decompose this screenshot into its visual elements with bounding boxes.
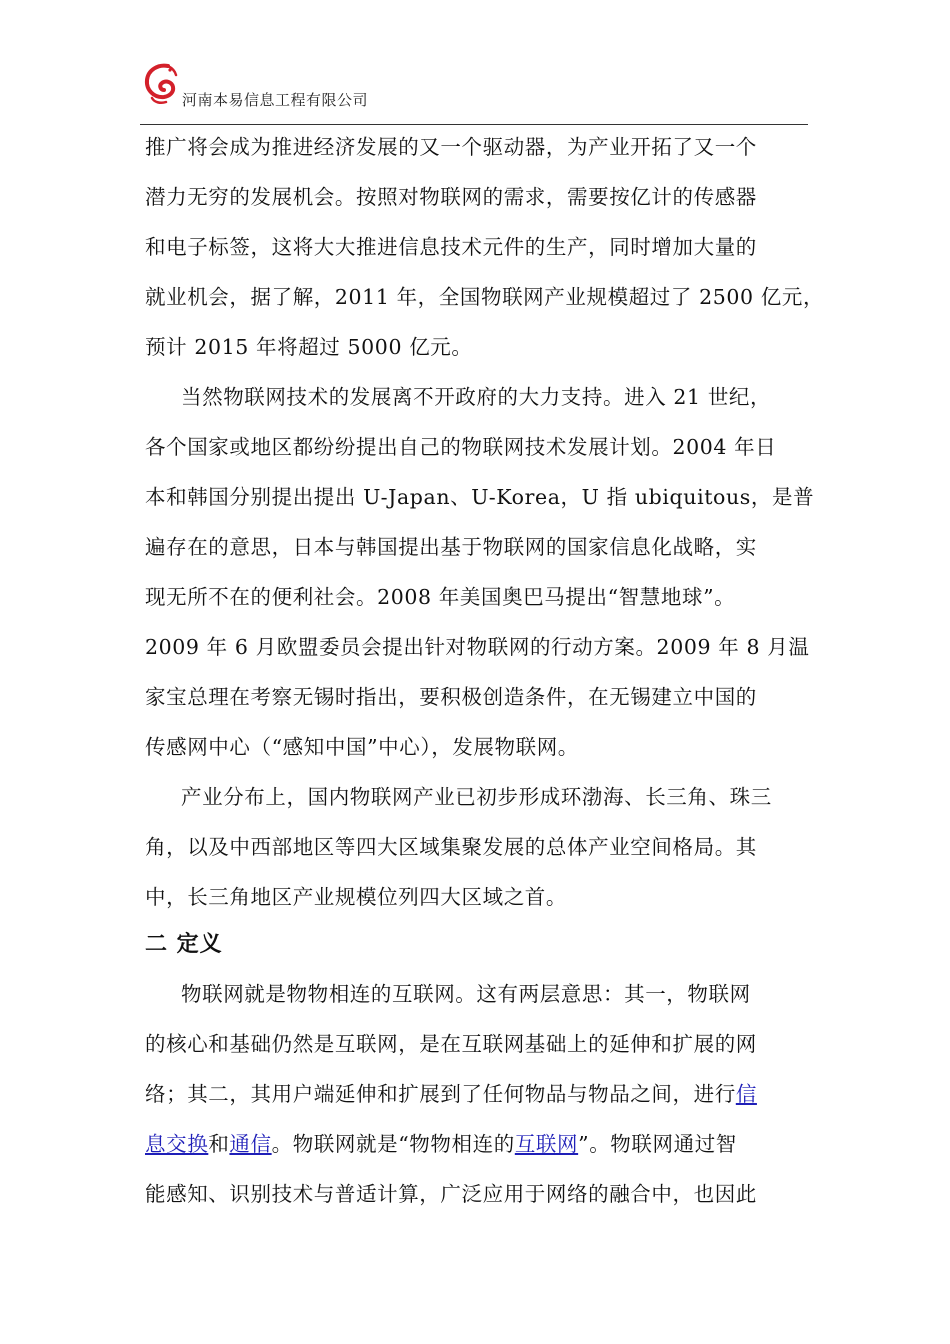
text-line: 本和韩国分别提出提出 U-Japan、U-Korea，U 指 ubiquitous，是普: [145, 485, 815, 509]
info-exchange-link[interactable]: 息交换: [145, 1132, 209, 1156]
text-line: 当然物联网技术的发展离不开政府的大力支持。进入 21 世纪，: [181, 385, 772, 409]
text-line: [145, 1082, 813, 1107]
text-line: 角，以及中西部地区等四大区域集聚发展的总体产业空间格局。其: [145, 835, 757, 859]
text-line: 2009 年 6 月欧盟委员会提出针对物联网的行动方案。2009 年 8 月温: [145, 635, 810, 659]
text-line: [145, 1132, 813, 1157]
info-exchange-link[interactable]: 信: [735, 1082, 757, 1106]
company-name: 河南本易信息工程有限公司: [182, 91, 369, 109]
paragraph-definition: [145, 982, 813, 1207]
internet-link[interactable]: 互联网: [514, 1132, 579, 1156]
text-line: 现无所不在的便利社会。2008 年美国奥巴马提出“智慧地球”。: [145, 585, 736, 609]
text-line: 推广将会成为推进经济发展的又一个驱动器，为产业开拓了又一个: [145, 135, 757, 159]
paragraph-2: [145, 385, 813, 760]
text-line: 中，长三角地区产业规模位列四大区域之首。: [145, 885, 567, 909]
text-line: 能感知、识别技术与普适计算，广泛应用于网络的融合中，也因此: [145, 1182, 757, 1206]
text-line: 各个国家或地区都纷纷提出自己的物联网技术发展计划。2004 年日: [145, 435, 777, 459]
section-heading: 二 定义: [145, 932, 223, 957]
text-line: 潜力无穷的发展机会。按照对物联网的需求，需要按亿计的传感器: [145, 185, 757, 209]
text-line: 产业分布上，国内物联网产业已初步形成环渤海、长三角、珠三: [181, 785, 772, 809]
text-line: 传感网中心（“感知中国”中心），发展物联网。: [145, 735, 579, 759]
header-divider: [140, 124, 808, 125]
text-line: 和电子标签，这将大大推进信息技术元件的生产，同时增加大量的: [145, 235, 757, 259]
paragraph-1: [145, 135, 825, 360]
text-line: 家宝总理在考察无锡时指出，要积极创造条件，在无锡建立中国的: [145, 685, 757, 709]
page-header: [140, 62, 810, 124]
text-line: 遍存在的意思，日本与韩国提出基于物联网的国家信息化战略，实: [145, 535, 757, 559]
text-line: 的核心和基础仍然是互联网，是在互联网基础上的延伸和扩展的网: [145, 1032, 757, 1056]
dragon-logo-icon: [140, 62, 180, 106]
text-segment: ”。物联网通过智: [578, 1132, 737, 1156]
document-body: [145, 135, 825, 1232]
text-line: 物联网就是物物相连的互联网。这有两层意思：其一，物联网: [181, 982, 751, 1006]
text-line: 预计 2015 年将超过 5000 亿元。: [145, 335, 473, 359]
paragraph-3: [145, 785, 813, 910]
text-segment: 和: [208, 1132, 230, 1156]
text-segment: 。物联网就是“物物相连的: [271, 1132, 515, 1156]
text-line: 就业机会，据了解，2011 年，全国物联网产业规模超过了 2500 亿元，: [145, 285, 825, 309]
text-segment: 络；其二，其用户端延伸和扩展到了任何物品与物品之间，进行: [145, 1082, 736, 1106]
communication-link[interactable]: 通信: [229, 1132, 272, 1156]
